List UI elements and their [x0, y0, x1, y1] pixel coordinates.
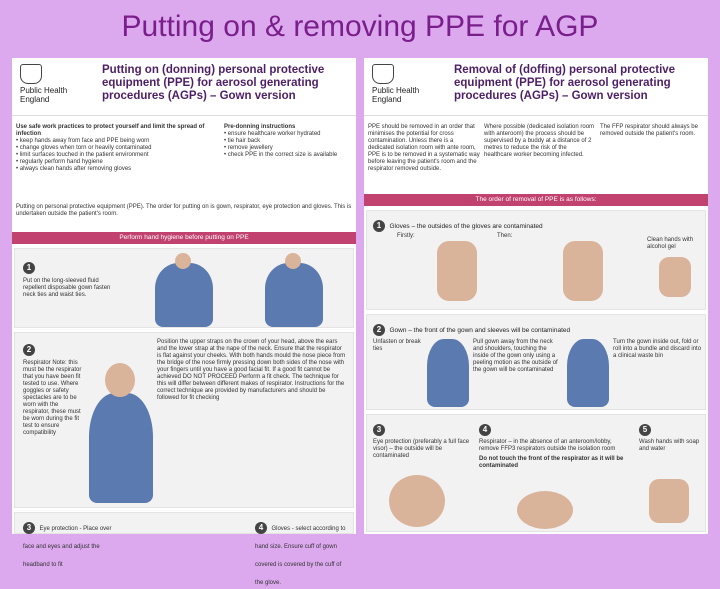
step-number: 5 — [639, 424, 651, 436]
step-3-text: Eye protection - Place over face and eyes and adjust the headband to fit — [23, 526, 112, 568]
safe-practice-item: • always clean hands after removing gloves — [16, 166, 132, 172]
step-number: 4 — [479, 424, 491, 436]
pre-donning-title: Pre-donning instructions — [224, 124, 296, 130]
respirator-figure-icon — [89, 393, 153, 503]
glove-hand-icon — [437, 241, 477, 301]
phe-logo — [20, 64, 100, 104]
then-label: Then: — [497, 233, 513, 239]
doffing-poster — [364, 58, 708, 534]
step-3-text: Eye protection (preferably a full face visor) – the outside will be contaminated — [373, 439, 470, 459]
step-1-title: Gloves – the outsides of the gloves are contaminated — [389, 223, 543, 230]
step-2-instruction-a: Unfasten or break ties — [373, 339, 421, 352]
step-number: 1 — [23, 262, 35, 274]
step-number: 2 — [23, 344, 35, 356]
doffing-intro-1: PPE should be removed in an order that minimises the potential for cross contamination. Unless there is a dedicated isolation room with ante room, PPE is to be removed in a systematic way before leaving the patient's room and the respirator removed outside. — [368, 124, 480, 172]
crest-icon — [372, 64, 394, 84]
donning-step-1 — [14, 248, 354, 328]
step-5-text: Wash hands with soap and water — [639, 439, 700, 452]
doffing-intro-2: Where possible (dedicated isolation room with anteroom) the process should be supervised by a buddy at a distance of 2 metres to reduce the risk of the healthcare worker becoming infected. — [484, 124, 595, 158]
pre-donning-item: • tie hair back — [224, 138, 261, 144]
doffing-header — [364, 58, 708, 116]
doffing-intro-3: The FFP respirator should always be removed outside the patient's room. — [600, 124, 698, 137]
doffing-steps-3-5 — [366, 414, 706, 532]
donning-poster — [12, 58, 356, 586]
step-1-text: Put on the long-sleeved fluid repellent disposable gown fasten neck ties and waist ties. — [23, 278, 111, 298]
donning-header — [12, 58, 356, 116]
doffing-step-1 — [366, 210, 706, 310]
donning-steps-3-4 — [14, 512, 354, 586]
step-2-text: Respirator Note: this must be the respirator that you have been fit tested to use. Where goggles or safety spectacles are to be worn with the respirator, these must be worn during the fit test to ensure compatibility — [23, 360, 82, 436]
doffing-title: Removal of (doffing) personal protective equipment (PPE) for aerosol generating procedures (AGPs) – Gown version — [454, 64, 676, 102]
safe-practice-item: • regularly perform hand hygiene — [16, 159, 103, 165]
safe-practice-item: • keep hands away from face and PPE being worn — [16, 138, 150, 144]
logo-text: Public Health England — [372, 86, 420, 104]
hand-hygiene-bar: Perform hand hygiene before putting on PPE — [12, 232, 356, 244]
pre-donning-item: • ensure healthcare worker hydrated — [224, 131, 321, 137]
respirator-removal-icon — [517, 491, 573, 529]
safe-practice-item: • limit surfaces touched in the patient environment — [16, 152, 149, 158]
gown-peel-figure-icon — [567, 339, 609, 407]
step-4-text: Respirator – in the absence of an anteroom/lobby, remove FFP3 respirators outside the isolation room — [479, 439, 616, 452]
gown-removal-figure-icon — [427, 339, 469, 407]
removal-order-bar: The order of removal of PPE is as follows: — [364, 194, 708, 206]
step-number: 3 — [23, 522, 35, 534]
head-icon — [105, 363, 135, 397]
firstly-label: Firstly: — [397, 233, 415, 239]
visor-removal-icon — [389, 475, 445, 527]
donning-step-2 — [14, 332, 354, 508]
step-number: 2 — [373, 324, 385, 336]
hands-icon — [659, 257, 691, 297]
step-4-text: Gloves - select according to hand size. Ensure cuff of gown covered is covered by the cuff of the glove. — [255, 526, 346, 586]
clean-hands-text: Clean hands with alcohol gel — [647, 237, 694, 250]
gown-figure-icon — [155, 263, 213, 327]
donning-title: Putting on (donning) personal protective equipment (PPE) for aerosol generating procedures (AGPs) – Gown version — [102, 64, 325, 102]
respirator-warning: Do not touch the front of the respirator as it will be contaminated — [479, 456, 624, 469]
gown-back-figure-icon — [265, 263, 323, 327]
step-2-title: Gown – the front of the gown and sleeves will be contaminated — [389, 327, 571, 334]
crest-icon — [20, 64, 42, 84]
phe-logo — [372, 64, 452, 104]
head-icon — [175, 253, 191, 269]
safe-practice-title: Use safe work practices to protect yourself and limit the spread of infection — [16, 124, 205, 137]
handwash-icon — [649, 479, 689, 523]
pre-donning-item: • check PPE in the correct size is available — [224, 152, 338, 158]
safe-practice-item: • change gloves when torn or heavily contaminated — [16, 145, 152, 151]
step-2-instruction-c: Turn the gown inside out, fold or roll into a bundle and discard into a clinical waste bin — [613, 339, 702, 359]
step-number: 3 — [373, 424, 385, 436]
donning-order-text: Putting on personal protective equipment (PPE). The order for putting on is gown, respirator, eye protection and gloves. This is undertaken outside the patient's room. — [16, 204, 352, 217]
pre-donning-item: • remove jewellery — [224, 145, 273, 151]
doffing-step-2 — [366, 314, 706, 410]
glove-hand-icon — [563, 241, 603, 301]
logo-text: Public Health England — [20, 86, 68, 104]
step-number: 1 — [373, 220, 385, 232]
respirator-detail: Position the upper straps on the crown of your head, above the ears and the lower strap at the nape of the neck. Ensure that the respirator is flat against your cheeks. With both hands mould the nose piece from the bridge of the nose firmly pressing down both sides of the nose with your fingers until you have a good facial fit. If a good fit cannot be achieved DO NOT PROCEED Perform a fit check. The technique for this will differ between different makes of respirator. Instructions for the correct technique are provided by manufacturers and should be followed for fit checking — [157, 339, 346, 401]
step-2-instruction-b: Pull gown away from the neck and shoulders, touching the inside of the gown only using a peeling motion as the outside of the gown will be contaminated — [473, 339, 558, 373]
step-number: 4 — [255, 522, 267, 534]
slide-title: Putting on & removing PPE for AGP — [121, 10, 599, 43]
head-icon — [285, 253, 301, 269]
